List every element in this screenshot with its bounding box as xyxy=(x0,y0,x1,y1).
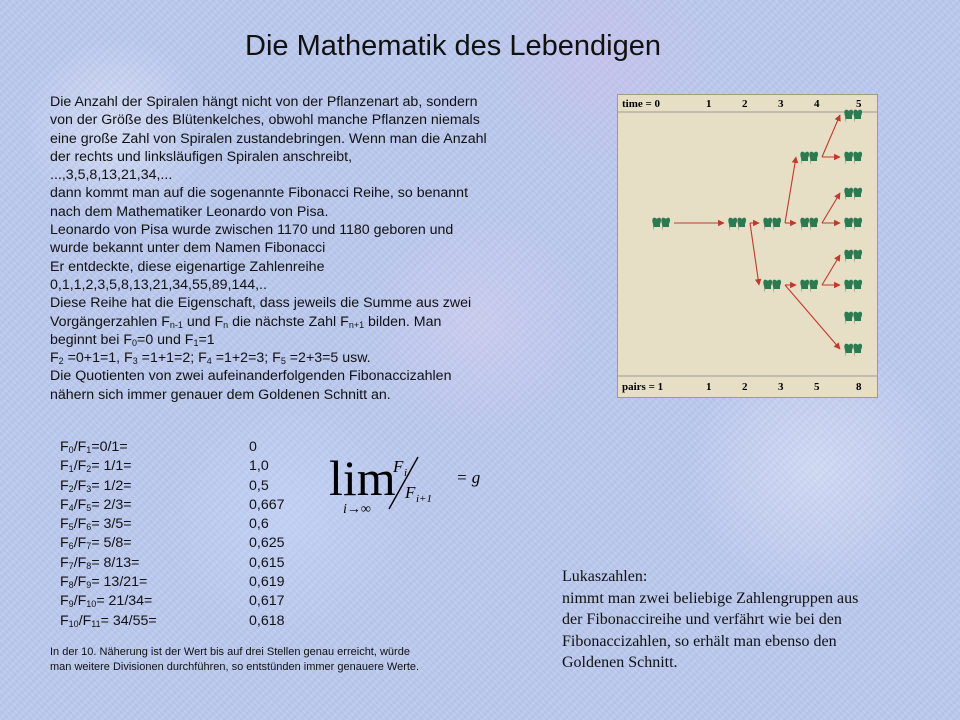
body-line: Leonardo von Pisa wurde zwischen 1170 und 1180 geboren und xyxy=(50,222,454,239)
ratio-value: 0,617 xyxy=(249,593,285,610)
ratio-row: $F_0/F_1=0/1=$ 0 xyxy=(60,438,157,457)
diagram-arrows xyxy=(674,115,840,349)
time-step-label: 5 xyxy=(856,98,862,110)
lukas-heading: Lukaszahlen: xyxy=(562,568,648,585)
lukas-line: nimmt man zwei beliebige Zahlengruppen aus xyxy=(562,589,859,607)
growth-arrow xyxy=(750,223,759,285)
rabbit-pair-icon xyxy=(763,280,781,293)
body-line: Die Quotienten von zwei aufeinanderfolgenden Fibonaccizahlen xyxy=(50,368,452,385)
rabbit-pair-icon xyxy=(728,218,746,231)
body-line: 0,1,1,2,3,5,8,13,21,34,55,89,144,.. xyxy=(50,276,267,293)
ratio-value: 0 xyxy=(249,439,257,455)
rabbit-pair-icon xyxy=(800,152,818,165)
fib-start-line: beginnt bei $F_0=0$ und $F_1=1$ xyxy=(50,331,215,348)
ratio-row: $F_2/F_3= 1/2=$ 0,5 xyxy=(60,477,157,496)
body-line: nach dem Mathematiker Leonardo von Pisa. xyxy=(50,203,329,220)
diagram-rabbits xyxy=(652,110,862,357)
ratio-row: $F_8/F_9= 13/21=$ 0,619 xyxy=(60,573,157,592)
formula-equals-g: = g xyxy=(456,468,481,487)
footnote-line: In der 10. Näherung ist der Wert bis auf drei Stellen genau erreicht, würde xyxy=(50,646,410,658)
footnote xyxy=(50,645,419,675)
growth-arrow xyxy=(822,115,840,157)
body-line: Diese Reihe hat die Eigenschaft, dass jeweils die Summe aus zwei xyxy=(50,295,472,312)
body-line: wurde bekannt unter dem Namen Fibonacci xyxy=(50,240,326,257)
growth-arrow xyxy=(822,193,840,223)
fib-example-line: $F_2 =0+1=1$, $F_3 =1+1=2$; $F_4 =1+2=3$; $F_5 =2+3=5$ usw. xyxy=(50,350,371,367)
time-step-label: 3 xyxy=(778,98,784,110)
body-line: von der Größe des Blütenkelches, obwohl manche Pflanzen niemals xyxy=(50,112,480,129)
diagram-step-labels xyxy=(706,98,862,393)
rabbit-pair-icon xyxy=(844,280,862,293)
rabbit-pair-icon xyxy=(844,188,862,201)
fibonacci-rabbit-diagram xyxy=(617,94,878,398)
body-line: Er entdeckte, diese eigenartige Zahlenreihe xyxy=(50,258,325,275)
ratio-row: $F_7/F_8= 8/13=$ 0,615 xyxy=(60,554,157,573)
growth-arrow xyxy=(785,285,840,349)
time-step-label: 4 xyxy=(814,98,820,110)
ratio-value: 0,625 xyxy=(249,535,285,552)
ratio-row: $F_{10}/F_{11}= 34/55=$ 0,618 xyxy=(60,612,157,631)
lukas-line: Goldenen Schnitt. xyxy=(562,654,678,671)
rabbit-pair-icon xyxy=(844,152,862,165)
time-step-label: 1 xyxy=(706,98,712,110)
formula-denominator-sub: i+1 xyxy=(416,493,432,505)
ratio-row: $F_1/F_2= 1/1=$ 1,0 xyxy=(60,457,157,476)
ratio-table xyxy=(60,438,285,631)
formula-numerator: F xyxy=(393,457,404,476)
rabbit-pair-icon xyxy=(844,218,862,231)
growth-arrow xyxy=(785,157,796,223)
ratio-value: 0,615 xyxy=(249,554,285,571)
body-line: dann kommt man auf die sogenannte Fibonacci Reihe, so benannt xyxy=(50,185,469,202)
body-line: eine große Zahl von Spiralen zustandebringen. Wenn man die Anzahl xyxy=(50,130,487,147)
pairs-count-label: 1 xyxy=(706,381,712,393)
formula-denominator: F xyxy=(405,483,416,502)
fib-definition-line: Vorgängerzahlen $F_{n-1}$ und $F_n$ die nächste Zahl $F_{n+1}$ bilden. Man xyxy=(50,313,442,330)
lukas-note xyxy=(562,566,858,674)
page-title: Die Mathematik des Lebendigen xyxy=(245,30,661,62)
time-step-label: 2 xyxy=(742,98,748,110)
ratio-value: 1,0 xyxy=(249,458,269,475)
rabbit-pair-icon xyxy=(844,250,862,263)
body-line: Die Anzahl der Spiralen hängt nicht von der Pflanzenart ab, sondern xyxy=(50,94,478,110)
ratio-value: 0,6 xyxy=(249,516,269,533)
body-line: der rechts und linksläufigen Spiralen anschreibt, xyxy=(50,148,353,165)
rabbit-pair-icon xyxy=(652,218,670,231)
formula-lim: lim xyxy=(329,450,396,506)
ratio-value: 0,667 xyxy=(249,496,285,513)
body-line: ...,3,5,8,13,21,34,... xyxy=(50,167,173,184)
rabbit-pair-icon xyxy=(844,312,862,325)
rabbit-pair-icon xyxy=(800,218,818,231)
pairs-label: pairs = 1 xyxy=(622,381,664,393)
time-label: time = 0 xyxy=(622,98,661,110)
rabbit-pair-icon xyxy=(844,344,862,357)
growth-arrow xyxy=(822,255,840,285)
rabbit-pair-icon xyxy=(800,280,818,293)
body-text xyxy=(50,93,560,404)
formula-numerator-sub: i xyxy=(404,467,408,479)
rabbit-pair-icon xyxy=(763,218,781,231)
pairs-count-label: 5 xyxy=(814,381,820,393)
ratio-row: $F_5/F_6= 3/5=$ 0,6 xyxy=(60,515,157,534)
formula-limit-sub: i→∞ xyxy=(343,502,371,517)
body-line: nähern sich immer genauer dem Goldenen Schnitt an. xyxy=(50,386,391,403)
ratio-row: $F_4/F_5= 2/3=$ 0,667 xyxy=(60,496,157,515)
pairs-count-label: 2 xyxy=(742,381,748,393)
pairs-count-label: 8 xyxy=(856,381,862,393)
golden-ratio-limit-formula xyxy=(325,445,495,525)
ratio-value: 0,5 xyxy=(249,477,269,494)
lukas-line: der Fibonaccireihe und verfährt wie bei den xyxy=(562,611,842,628)
footnote-line: man weitere Divisionen durchführen, so entstünden immer genauere Werte. xyxy=(50,661,420,673)
pairs-count-label: 3 xyxy=(778,381,784,393)
lukas-line: Fibonaccizahlen, so erhält man ebenso den xyxy=(562,632,837,650)
ratio-value: 0,619 xyxy=(249,574,285,591)
ratio-row: $F_6/F_7= 5/8=$ 0,625 xyxy=(60,534,157,553)
ratio-value: 0,618 xyxy=(249,612,285,629)
ratio-row: $F_9/F_{10}= 21/34=$ 0,617 xyxy=(60,592,157,611)
